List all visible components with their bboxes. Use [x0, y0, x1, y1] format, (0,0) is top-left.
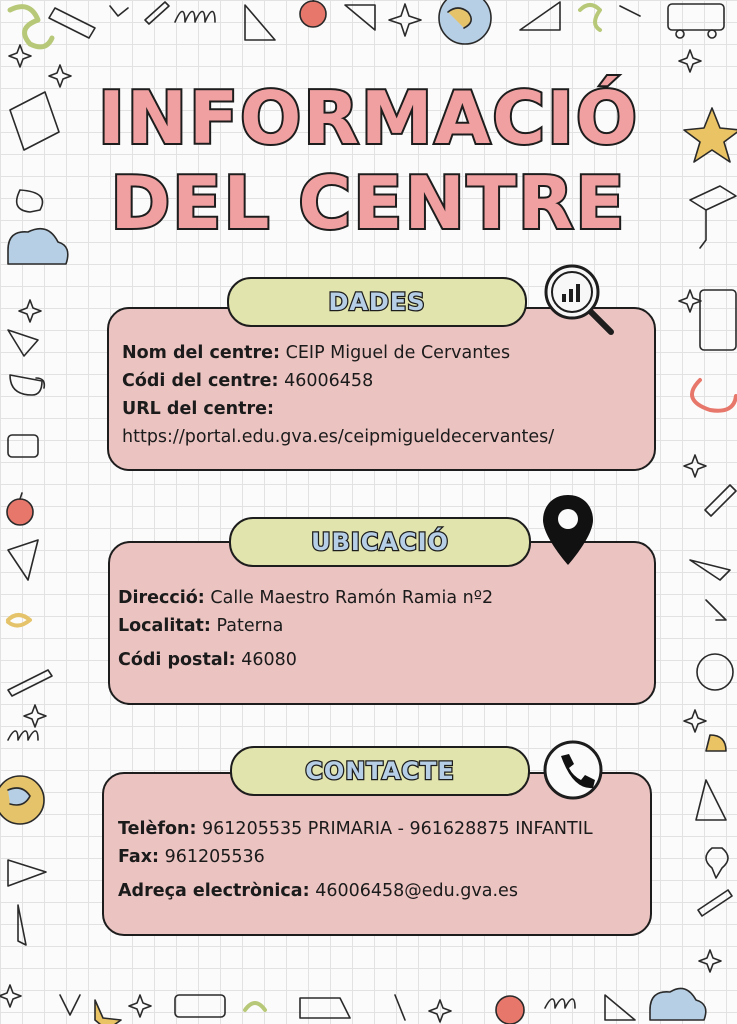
dades-heading: DADES: [328, 288, 426, 316]
ubicacio-heading-pill: [229, 517, 531, 567]
phone-icon: [541, 738, 605, 802]
dades-row-url-label: URL del centre:: [122, 399, 274, 419]
magnifier-chart-icon: [540, 262, 620, 342]
dades-row-name: Nom del centre: CEIP Miguel de Cervantes: [122, 343, 511, 363]
email-link[interactable]: 46006458@edu.gva.es: [315, 881, 518, 901]
location-pin-icon: [540, 493, 596, 569]
ubicacio-heading: UBICACIÓ: [311, 528, 449, 556]
contacte-row-phone: Telèfon: 961205535 PRIMARIA - 961628875 INFANTIL: [118, 819, 593, 839]
contacte-heading-pill: [230, 746, 530, 796]
dades-row-code: Códi del centre: 46006458: [122, 371, 374, 391]
dades-heading-pill: [227, 277, 527, 327]
ubicacio-row-address: Direcció: Calle Maestro Ramón Ramia nº2: [118, 588, 494, 608]
dades-row-url-value[interactable]: [122, 427, 554, 447]
contacte-row-fax: Fax: 961205536: [118, 847, 265, 867]
ubicacio-row-postal: Códi postal: 46080: [118, 650, 297, 670]
page-title-line1: INFORMACIÓ: [97, 76, 640, 160]
contacte-row-email: Adreça electrònica: 46006458@edu.gva.es: [118, 881, 518, 901]
contacte-heading: CONTACTE: [305, 757, 455, 785]
center-url-link[interactable]: https://portal.edu.gva.es/ceipmigueldecervantes/: [122, 427, 555, 447]
ubicacio-row-locality: Localitat: Paterna: [118, 616, 284, 636]
page-title-line2: DEL CENTRE: [110, 161, 627, 245]
